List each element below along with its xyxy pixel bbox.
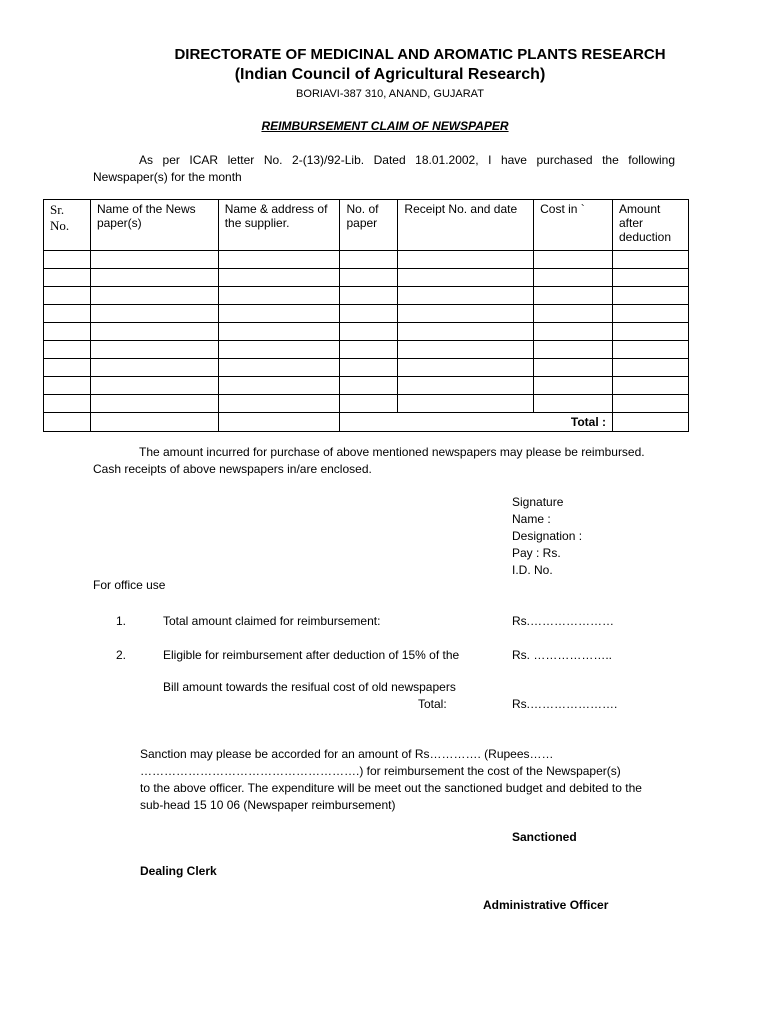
table-cell[interactable]: [340, 395, 398, 413]
table-cell[interactable]: [612, 251, 688, 269]
office-total-amount: Rs.………………….: [512, 697, 618, 711]
form-title: REIMBURSEMENT CLAIM OF NEWSPAPER: [261, 119, 509, 133]
org-name: DIRECTORATE OF MEDICINAL AND AROMATIC PLANTS RESEARCH: [174, 46, 666, 63]
table-cell[interactable]: [90, 269, 218, 287]
item-1-number: 1.: [116, 614, 127, 628]
intro-paragraph: [93, 152, 675, 186]
header-sr-no: Sr. No.: [44, 200, 91, 251]
table-cell[interactable]: [44, 287, 91, 305]
table-row: [44, 287, 689, 305]
table-cell[interactable]: [44, 251, 91, 269]
table-cell[interactable]: [218, 305, 340, 323]
header-supplier: Name & address of the supplier.: [218, 200, 340, 251]
table-cell[interactable]: [612, 341, 688, 359]
office-total-label: Total:: [418, 697, 447, 711]
table-cell[interactable]: [534, 323, 613, 341]
table-cell[interactable]: [218, 377, 340, 395]
name-label: Name :: [512, 512, 551, 526]
sanction-line-1: Sanction may please be accorded for an amount of Rs…………. (Rupees……: [140, 747, 554, 761]
item-2-amount: Rs. ………………..: [512, 648, 613, 662]
table-row: [44, 359, 689, 377]
org-address: BORIAVI-387 310, ANAND, GUJARAT: [296, 88, 484, 100]
item-1-amount: Rs.…………………: [512, 614, 614, 628]
table-cell[interactable]: [534, 305, 613, 323]
table-cell[interactable]: [612, 305, 688, 323]
table-cell[interactable]: [398, 305, 534, 323]
table-cell[interactable]: [218, 413, 340, 432]
table-row: [44, 251, 689, 269]
table-cell[interactable]: [340, 269, 398, 287]
table-cell[interactable]: [90, 377, 218, 395]
table-cell[interactable]: [398, 323, 534, 341]
table-cell[interactable]: [340, 323, 398, 341]
table-cell[interactable]: [534, 395, 613, 413]
total-label: Total :: [340, 413, 613, 432]
table-cell[interactable]: [340, 305, 398, 323]
intro-line-1: As per ICAR letter No. 2-(13)/92-Lib. Dated 18.01.2002, I have purchased the following: [139, 153, 675, 167]
table-cell[interactable]: [534, 341, 613, 359]
table-cell[interactable]: [90, 305, 218, 323]
table-header-row: [44, 200, 689, 251]
dealing-clerk-label: Dealing Clerk: [140, 864, 217, 878]
table-cell[interactable]: [218, 323, 340, 341]
office-use-label: For office use: [93, 578, 166, 592]
table-cell[interactable]: [340, 377, 398, 395]
table-cell[interactable]: [218, 251, 340, 269]
table-cell[interactable]: [44, 359, 91, 377]
id-label: I.D. No.: [512, 563, 553, 577]
table-cell[interactable]: [398, 377, 534, 395]
table-row: [44, 269, 689, 287]
table-cell[interactable]: [612, 323, 688, 341]
intro-line-2: Newspaper(s) for the month: [93, 170, 242, 184]
header-no-of-paper: No. of paper: [340, 200, 398, 251]
table-row: [44, 395, 689, 413]
table-cell[interactable]: [218, 359, 340, 377]
para2-line-1: The amount incurred for purchase of above mentioned newspapers may please be reimbursed.: [139, 445, 645, 459]
table-cell[interactable]: [340, 341, 398, 359]
table-cell[interactable]: [340, 287, 398, 305]
table-cell[interactable]: [44, 341, 91, 359]
table-cell[interactable]: [398, 251, 534, 269]
signature-label: Signature: [512, 495, 564, 509]
sanction-paragraph: [140, 746, 680, 814]
table-cell[interactable]: [534, 287, 613, 305]
table-row: [44, 305, 689, 323]
sanction-line-3: to the above officer. The expenditure will be meet out the sanctioned budget and debited to the: [140, 781, 642, 795]
pay-label: Pay : Rs.: [512, 546, 561, 560]
table-cell[interactable]: [44, 269, 91, 287]
header-cost: Cost in `: [534, 200, 613, 251]
header-amount: Amount after deduction: [612, 200, 688, 251]
table-total-row: [44, 413, 689, 432]
table-cell[interactable]: [398, 287, 534, 305]
table-cell[interactable]: [398, 341, 534, 359]
designation-label: Designation :: [512, 529, 583, 543]
table-cell[interactable]: [340, 359, 398, 377]
table-cell[interactable]: [90, 359, 218, 377]
table-cell[interactable]: [218, 269, 340, 287]
table-cell[interactable]: [612, 269, 688, 287]
table-cell[interactable]: [340, 251, 398, 269]
table-cell[interactable]: [398, 359, 534, 377]
header-receipt: Receipt No. and date: [398, 200, 534, 251]
table-cell[interactable]: [90, 251, 218, 269]
para2-line-2: Cash receipts of above newspapers in/are enclosed.: [93, 462, 372, 476]
reimbursement-paragraph: [93, 444, 675, 478]
administrative-officer-label: Administrative Officer: [483, 898, 609, 912]
table-cell[interactable]: [44, 377, 91, 395]
sanctioned-label: Sanctioned: [512, 830, 577, 844]
table-cell[interactable]: [90, 341, 218, 359]
table-cell[interactable]: [398, 395, 534, 413]
table-row: [44, 323, 689, 341]
table-cell[interactable]: [44, 413, 91, 432]
table-cell[interactable]: [44, 395, 91, 413]
table-cell[interactable]: [90, 287, 218, 305]
sanction-line-2: ……………………………………………….) for reimbursement the cost of the Newspaper(s): [140, 764, 621, 778]
newspaper-table: [43, 199, 689, 432]
table-cell[interactable]: [90, 395, 218, 413]
table-row: [44, 377, 689, 395]
total-amount-cell[interactable]: [612, 413, 688, 432]
table-cell[interactable]: [534, 251, 613, 269]
table-cell[interactable]: [398, 269, 534, 287]
table-row: [44, 341, 689, 359]
table-cell[interactable]: [90, 323, 218, 341]
table-cell[interactable]: [534, 377, 613, 395]
table-cell[interactable]: [612, 395, 688, 413]
table-cell[interactable]: [218, 341, 340, 359]
item-2-text-continued: Bill amount towards the resifual cost of old newspapers: [163, 680, 456, 694]
item-2-number: 2.: [116, 648, 127, 662]
signature-block: [512, 494, 582, 579]
table-cell[interactable]: [534, 269, 613, 287]
table-cell[interactable]: [612, 377, 688, 395]
table-cell[interactable]: [534, 359, 613, 377]
table-cell[interactable]: [218, 395, 340, 413]
table-cell[interactable]: [612, 287, 688, 305]
council-name: (Indian Council of Agricultural Research): [234, 66, 546, 83]
table-cell[interactable]: [612, 359, 688, 377]
sanction-line-4: sub-head 15 10 06 (Newspaper reimbursement): [140, 798, 396, 812]
header-newspaper-name: Name of the News paper(s): [90, 200, 218, 251]
table-cell[interactable]: [44, 305, 91, 323]
table-cell[interactable]: [44, 323, 91, 341]
table-cell[interactable]: [90, 413, 218, 432]
item-1-text: Total amount claimed for reimbursement:: [163, 614, 381, 628]
item-2-text: Eligible for reimbursement after deduction of 15% of the: [163, 648, 460, 662]
table-cell[interactable]: [218, 287, 340, 305]
